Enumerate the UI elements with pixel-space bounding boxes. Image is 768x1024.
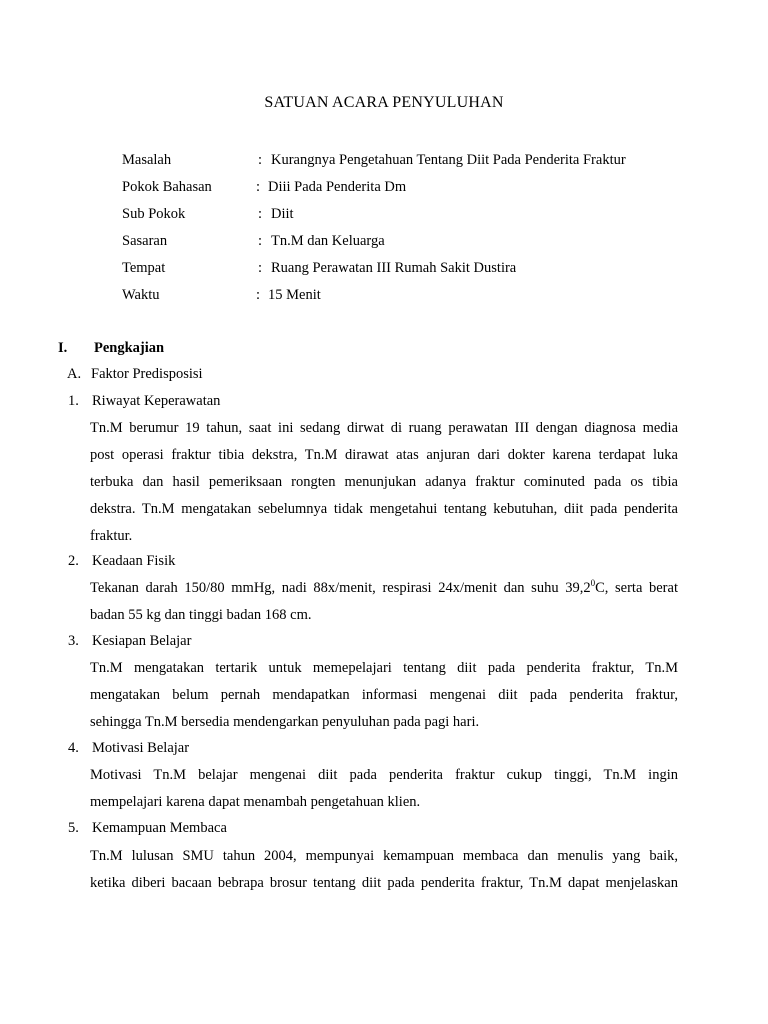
meta-value: Tn.M dan Keluarga — [271, 233, 385, 249]
item-heading: Motivasi Belajar — [92, 740, 190, 756]
meta-value: Diit — [271, 206, 294, 222]
meta-value: 15 Menit — [268, 287, 321, 303]
paragraph-line: terbuka dan hasil pemeriksaan rongten menunjukan adanya fraktur cominuted pada os tibia — [90, 474, 678, 490]
vitals-text-end: C, serta berat — [595, 580, 678, 596]
paragraph-line: ketika diberi bacaan bebrapa brosur tentang diit pada penderita fraktur, Tn.M dapat menjelaskan — [90, 875, 678, 891]
section-title: Pengkajian — [94, 340, 165, 356]
vitals-text: Tekanan darah 150/80 mmHg, nadi 88x/menit, respirasi 24x/menit dan suhu 39,2 — [90, 580, 591, 596]
paragraph-line: post operasi fraktur tibia dekstra, Tn.M dirawat atas anjuran dari dokter karena terdapat luka — [90, 447, 678, 463]
degree-superscript: 0 — [590, 578, 596, 588]
meta-colon: : — [258, 152, 263, 168]
paragraph-line: Tn.M lulusan SMU tahun 2004, mempunyai kemampuan membaca dan menulis yang baik, — [90, 848, 678, 864]
meta-label: Sub Pokok — [122, 206, 186, 222]
paragraph-line-vitals — [90, 578, 678, 598]
paragraph-line: mempelajari karena dapat menambah pengetahuan klien. — [90, 794, 421, 810]
section-number: I. — [58, 340, 68, 356]
meta-label: Sasaran — [122, 233, 168, 249]
paragraph-line: dekstra. Tn.M mengatakan sebelumnya tidak mengetahui tentang kebutuhan, diit pada penderita — [90, 501, 678, 517]
paragraph-line: sehingga Tn.M bersedia mendengarkan penyuluhan pada pagi hari. — [90, 714, 480, 730]
meta-label: Pokok Bahasan — [122, 179, 212, 195]
meta-colon: : — [256, 179, 261, 195]
meta-colon: : — [258, 233, 263, 249]
item-number: 4. — [68, 740, 79, 756]
document-title: SATUAN ACARA PENYULUHAN — [264, 94, 504, 111]
item-number: 5. — [68, 820, 79, 836]
paragraph-line: fraktur. — [90, 528, 133, 544]
paragraph-line: Tn.M mengatakan tertarik untuk memepelajari tentang diit pada penderita fraktur, Tn.M — [90, 660, 678, 676]
item-heading: Keadaan Fisik — [92, 553, 176, 569]
item-heading: Kemampuan Membaca — [92, 820, 227, 836]
meta-colon: : — [258, 260, 263, 276]
meta-value: Kurangnya Pengetahuan Tentang Diit Pada Penderita Fraktur — [271, 152, 626, 168]
subsection-title: Faktor Predisposisi — [91, 366, 203, 382]
item-number: 3. — [68, 633, 79, 649]
item-number: 2. — [68, 553, 79, 569]
paragraph-line: badan 55 kg dan tinggi badan 168 cm. — [90, 607, 312, 623]
meta-label: Waktu — [122, 287, 160, 303]
paragraph-line: Tn.M berumur 19 tahun, saat ini sedang dirwat di ruang perawatan III dengan diagnosa media — [90, 420, 678, 436]
meta-value: Ruang Perawatan III Rumah Sakit Dustira — [271, 260, 517, 276]
item-number: 1. — [68, 393, 79, 409]
item-heading: Riwayat Keperawatan — [92, 393, 221, 409]
meta-label: Tempat — [122, 260, 166, 276]
subsection-marker: A. — [67, 366, 82, 382]
meta-value: Diii Pada Penderita Dm — [268, 179, 407, 195]
item-heading: Kesiapan Belajar — [92, 633, 192, 649]
meta-label: Masalah — [122, 152, 172, 168]
meta-colon: : — [256, 287, 261, 303]
paragraph-line: Motivasi Tn.M belajar mengenai diit pada penderita fraktur cukup tinggi, Tn.M ingin — [90, 767, 678, 783]
paragraph-line: mengatakan belum pernah mendapatkan informasi mengenai diit pada penderita fraktur, — [90, 687, 678, 703]
meta-colon: : — [258, 206, 263, 222]
